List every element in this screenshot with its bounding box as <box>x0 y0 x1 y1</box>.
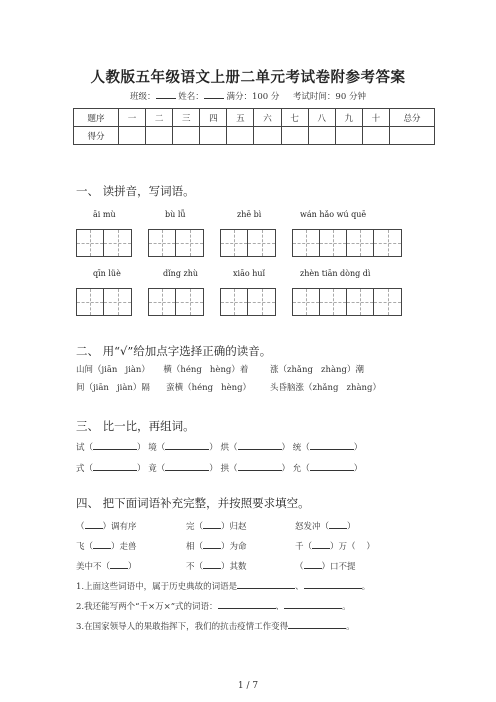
answer-blank[interactable] <box>284 600 342 609</box>
score-cell[interactable] <box>281 127 308 145</box>
idiom-item: 相（ ）为命 <box>186 542 247 552</box>
score-cell[interactable] <box>173 127 200 145</box>
reading-line: 山间（jiān jiàn） 横（héng hèng）着 涨（zhǎng zhàng）潮 <box>76 365 364 375</box>
score-cell[interactable] <box>146 127 173 145</box>
header-cell: 三 <box>173 109 200 127</box>
pinyin: qīn lüè <box>93 269 121 278</box>
section2-title: 二、 用“√”给加点字选择正确的读音。 <box>76 344 272 358</box>
answer-blank[interactable] <box>203 560 221 569</box>
section1-title: 一、 读拼音，写词语。 <box>76 184 195 198</box>
idiom-item: 千（ ）万（ ） <box>295 542 375 552</box>
idiom-item: 完（ ）归赵 <box>186 522 247 532</box>
answer-blank[interactable] <box>93 441 137 450</box>
header-cell: 九 <box>335 109 362 127</box>
answer-blank[interactable] <box>304 580 362 589</box>
score-table <box>73 108 435 145</box>
answer-blank[interactable] <box>329 520 347 529</box>
answer-blank[interactable] <box>312 540 330 549</box>
idiom-item: （ ）口不提 <box>295 562 356 572</box>
answer-blank[interactable] <box>93 540 111 549</box>
answer-blank[interactable] <box>218 600 276 609</box>
pinyin: āi mù <box>93 210 116 219</box>
pinyin: zhē bì <box>237 210 262 219</box>
score-cell[interactable] <box>335 127 362 145</box>
score-cell[interactable] <box>362 127 389 145</box>
pinyin: wán hǎo wú quē <box>300 210 367 219</box>
idiom-item: 飞（ ）走兽 <box>76 542 137 552</box>
answer-blank[interactable] <box>237 580 295 589</box>
answer-blank[interactable] <box>310 462 354 471</box>
section3-title: 三、 比一比，再组词。 <box>76 419 195 433</box>
header-cell: 总分 <box>390 109 435 127</box>
header-cell: 题序 <box>74 109 119 127</box>
time-label: 考试时间：90 分钟 <box>292 92 366 102</box>
page-number: 1 / 7 <box>237 681 259 691</box>
answer-blank[interactable] <box>93 462 137 471</box>
score-row-label: 得分 <box>74 127 119 145</box>
score-cell[interactable] <box>390 127 435 145</box>
char: 统 <box>292 443 302 453</box>
score-cell[interactable] <box>227 127 254 145</box>
class-blank[interactable] <box>156 90 176 99</box>
answer-blank[interactable] <box>238 441 282 450</box>
answer-blank[interactable] <box>304 560 322 569</box>
char: 允 <box>292 464 302 474</box>
header-cell: 五 <box>227 109 254 127</box>
answer-blank[interactable] <box>238 462 282 471</box>
question-1: 1.上面这些词语中，属于历史典故的词语是 、 。 <box>76 582 371 592</box>
pinyin: zhèn tiān dòng dì <box>300 269 371 278</box>
answer-blank[interactable] <box>85 520 103 529</box>
score-header-row <box>74 109 435 127</box>
writing-grid[interactable] <box>76 229 132 257</box>
writing-grid[interactable] <box>292 288 402 316</box>
header-cell: 八 <box>308 109 335 127</box>
reading-line: 间（jiān jiàn）隔 蛮横（héng hèng） 头昏脑涨（zhǎng zhàng） <box>76 383 381 393</box>
section4-title: 四、 把下面词语补充完整，并按照要求填空。 <box>76 496 310 510</box>
idiom-item: 怒发冲（ ） <box>295 522 356 532</box>
writing-grid[interactable] <box>148 229 204 257</box>
pinyin: xiāo huǐ <box>233 269 266 278</box>
header-cell: 一 <box>119 109 146 127</box>
header-cell: 二 <box>146 109 173 127</box>
writing-grid[interactable] <box>292 229 402 257</box>
idiom-item: （ ）调有序 <box>76 522 137 532</box>
char: 试 <box>76 443 85 453</box>
score-cell[interactable] <box>254 127 281 145</box>
char: 境 <box>148 443 157 453</box>
answer-blank[interactable] <box>165 462 209 471</box>
answer-blank[interactable] <box>288 620 346 629</box>
char: 拱 <box>220 464 229 474</box>
exam-info <box>0 90 496 102</box>
writing-grid[interactable] <box>76 288 132 316</box>
header-cell: 十 <box>362 109 389 127</box>
score-label: 满分：100 分 <box>226 92 280 102</box>
name-blank[interactable] <box>204 90 224 99</box>
char: 式 <box>76 464 85 474</box>
compare-row: 试（ ） 境（ ） 烘（ ） 统（ ） <box>76 443 363 453</box>
question-3: 3.在国家领导人的果敢指挥下，我们的抗击疫情工作变得 。 <box>76 622 355 632</box>
compare-row: 式（ ） 竟（ ） 拱（ ） 允（ ） <box>76 464 363 474</box>
idiom-item: 不（ ）其数 <box>186 562 247 572</box>
question-2: 2.我还能写两个“千×万×”式的词语： 、 。 <box>76 602 351 612</box>
name-label: 姓名： <box>178 92 204 102</box>
score-cell[interactable] <box>200 127 227 145</box>
answer-blank[interactable] <box>310 441 354 450</box>
header-cell: 四 <box>200 109 227 127</box>
char: 竟 <box>148 464 157 474</box>
idiom-item: 美中不（ ） <box>76 562 137 572</box>
score-row <box>74 127 435 145</box>
pinyin: dǐng zhù <box>163 269 199 278</box>
page-title: 人教版五年级语文上册二单元考试卷附参考答案 <box>90 69 406 86</box>
score-cell[interactable] <box>308 127 335 145</box>
header-cell: 七 <box>281 109 308 127</box>
answer-blank[interactable] <box>203 540 221 549</box>
writing-grid[interactable] <box>148 288 204 316</box>
writing-grid[interactable] <box>220 229 276 257</box>
pinyin: bù lǚ <box>165 210 186 219</box>
header-cell: 六 <box>254 109 281 127</box>
class-label: 班级： <box>130 92 156 102</box>
score-cell[interactable] <box>119 127 146 145</box>
char: 烘 <box>220 443 229 453</box>
answer-blank[interactable] <box>203 520 221 529</box>
answer-blank[interactable] <box>110 560 128 569</box>
writing-grid[interactable] <box>220 288 276 316</box>
answer-blank[interactable] <box>165 441 209 450</box>
